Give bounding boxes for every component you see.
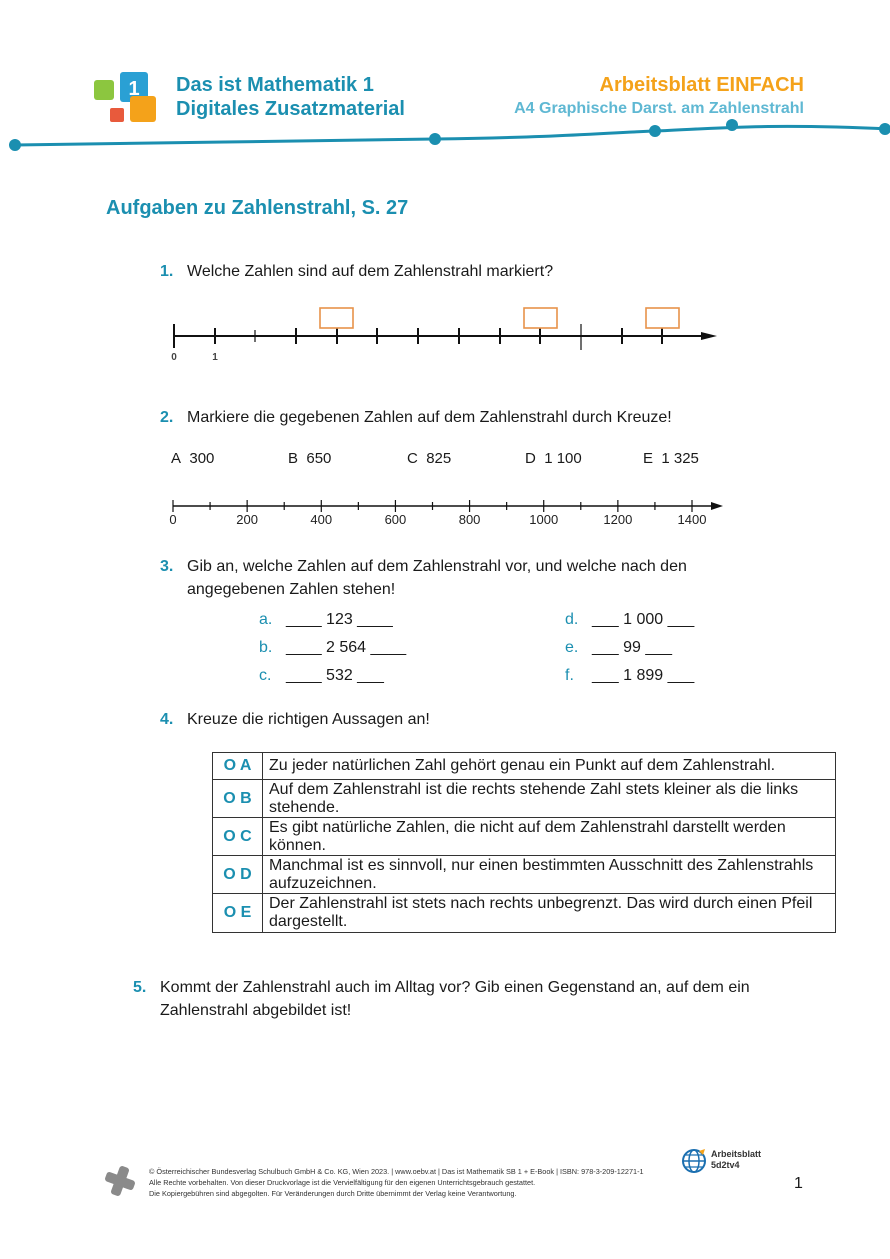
subtask-letter: b. [259,639,273,656]
point-a [171,450,214,467]
task-1 [160,260,553,283]
answer-box-1[interactable] [320,308,353,328]
task-text: Kreuze die richtigen Aussagen an! [187,711,430,728]
statement-checkbox[interactable]: O A [213,753,263,780]
subtask-text[interactable]: ____ 123 ____ [286,611,393,628]
badge-code: 5d2tv4 [711,1160,740,1170]
book-title [176,73,405,121]
task-5 [133,976,750,1022]
subtask-text[interactable]: ____ 2 564 ____ [286,639,407,656]
page-number: 1 [794,1175,803,1192]
page-title: Aufgaben zu Zahlenstrahl, S. 27 [106,197,409,219]
subtask-text[interactable]: ___ 1 899 ___ [592,667,695,684]
axis-label: 200 [236,512,258,527]
task-text-line2: angegebenen Zahlen stehen! [187,581,396,598]
statement-row [213,894,836,933]
statement-text: Der Zahlenstrahl ist stets nach rechts unbegrenzt. Das wird durch einen Pfeil dargestellt. [263,894,836,933]
answer-box-2[interactable] [524,308,557,328]
statement-row [213,753,836,780]
task-text-line1: Gib an, welche Zahlen auf dem Zahlenstrahl vor, und welche nach den [187,558,687,575]
subtask-letter: d. [565,611,579,628]
axis-label: 1200 [603,512,633,527]
worksheet-level: Arbeitsblatt EINFACH [599,74,804,96]
statement-checkbox[interactable]: O E [213,894,263,933]
book-title-line1: Das ist Mathematik 1 [176,74,374,96]
answer-box-3[interactable] [646,308,679,328]
point-c [407,450,451,467]
point-value: 1 100 [544,450,582,467]
task-4 [160,708,430,731]
task-text: Markiere die gegebenen Zahlen auf dem Zahlenstrahl durch Kreuze! [187,409,672,426]
axis-label: 1400 [677,512,707,527]
statement-row [213,856,836,894]
subtask-text[interactable]: ____ 532 ___ [286,667,384,684]
point-d [525,450,582,467]
point-e [643,450,699,467]
task-3 [160,555,687,601]
subtask-b [259,639,406,657]
footer-line1: © Österreichischer Bundesverlag Schulbuch GmbH & Co. KG, Wien 2023. | www.oebv.at | Das ist Mathematik SB 1 + E-Book | ISBN: 978-3-209-12271-1 [149,1167,644,1176]
point-letter: E [643,450,654,467]
point-letter: D [525,450,536,467]
axis-label: 400 [310,512,333,527]
axis-label-0: 0 [171,352,177,363]
point-value: 300 [189,450,215,467]
subtask-d [565,611,694,629]
statement-checkbox[interactable]: O D [213,856,263,894]
statement-text: Auf dem Zahlenstrahl ist die rechts stehende Zahl stets kleiner als die links stehende. [263,780,836,818]
point-value: 1 325 [661,450,699,467]
subtask-letter: a. [259,611,273,628]
point-letter: C [407,450,418,467]
statement-text: Manchmal ist es sinnvoll, nur einen bestimmten Ausschnitt des Zahlenstrahls aufzuzeichnen. [263,856,836,894]
worksheet-topic: A4 Graphische Darst. am Zahlenstrahl [514,100,804,117]
statement-text: Zu jeder natürlichen Zahl gehört genau ein Punkt auf dem Zahlenstrahl. [263,753,836,780]
subtask-e [565,639,672,657]
publisher-logo-icon [103,1164,137,1198]
subtask-f [565,667,694,685]
point-b [288,450,331,467]
task-text: Welche Zahlen sind auf dem Zahlenstrahl markiert? [187,263,554,280]
subtask-text[interactable]: ___ 99 ___ [592,639,673,656]
task-number: 1. [160,263,174,280]
statements-table [212,752,836,933]
task-number: 5. [133,979,147,996]
task-number: 3. [160,558,174,575]
statement-text: Es gibt natürliche Zahlen, die nicht auf dem Zahlenstrahl darstellt werden können. [263,818,836,856]
axis-arrow [711,502,723,510]
badge-label: Arbeitsblatt [711,1149,762,1159]
axis-label-1: 1 [212,352,218,363]
footer-line2: Alle Rechte vorbehalten. Von dieser Druckvorlage ist die Vervielfältigung für den eigenen Unterrichtsgebrauch gestattet. [149,1178,536,1187]
subtask-text[interactable]: ___ 1 000 ___ [592,611,695,628]
subtask-letter: e. [565,639,579,656]
axis-label: 600 [384,512,407,527]
axis-label: 1000 [529,512,559,527]
axis-label: 0 [169,512,177,527]
point-value: 650 [306,450,332,467]
statement-row [213,780,836,818]
header-divider-line [0,115,890,160]
worksheet-heading [514,73,804,121]
task-number: 2. [160,409,174,426]
number-line-2[interactable] [165,495,730,530]
subtask-letter: c. [259,667,272,684]
statement-checkbox[interactable]: O B [213,780,263,818]
footer-line3: Die Kopiergebühren sind abgegolten. Für Veränderungen durch Dritte übernimmt der Verlag keine Verantwortung. [149,1189,517,1198]
task-text-line2: Zahlenstrahl abgebildet ist! [160,1002,352,1019]
statement-row [213,818,836,856]
book-title-line2: Digitales Zusatzmaterial [176,98,405,120]
subtask-a [259,611,393,629]
globe-icon [681,1148,707,1174]
point-letter: A [171,450,182,467]
task-2 [160,406,672,429]
task-text-line1: Kommt der Zahlenstrahl auch im Alltag vor? Gib einen Gegenstand an, auf dem ein [160,979,750,996]
point-value: 825 [426,450,452,467]
task-number: 4. [160,711,174,728]
subtask-c [259,667,384,685]
point-letter: B [288,450,299,467]
number-line-1 [165,300,725,370]
logo-digit: 1 [128,78,140,100]
subtask-letter: f. [565,667,574,684]
axis-label: 800 [458,512,481,527]
statement-checkbox[interactable]: O C [213,818,263,856]
footer-legal [149,1166,644,1199]
